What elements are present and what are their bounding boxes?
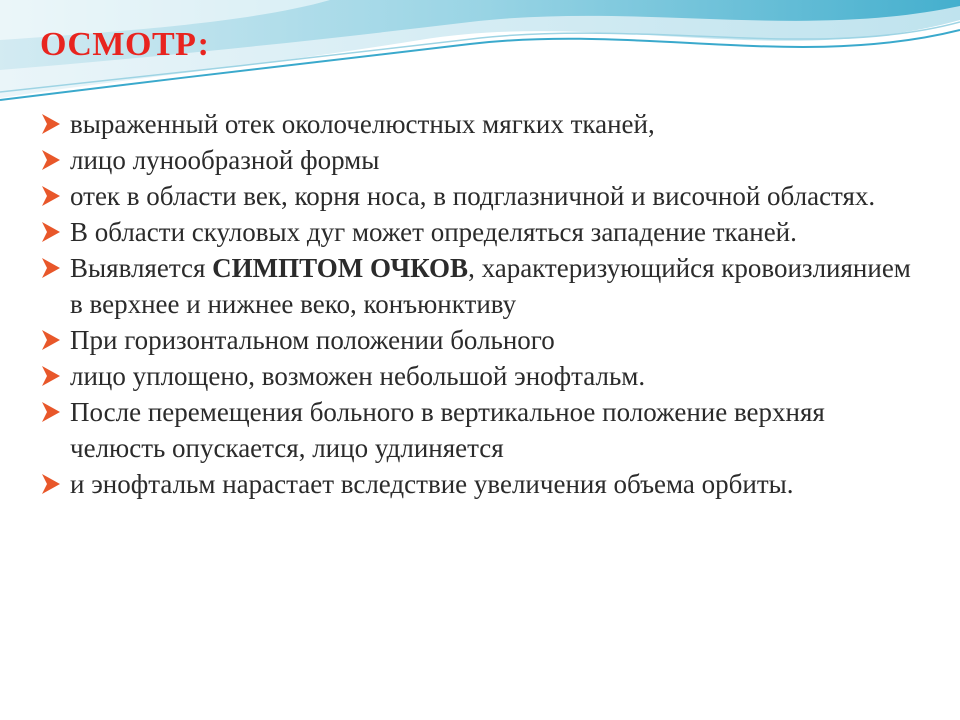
list-item [42,250,922,322]
list-item-text-after: , характеризующийся кровоизлиянием в верхнее и нижнее веко, конъюнктиву [70,253,911,319]
findings-list [42,106,922,502]
list-item-text: После перемещения больного в вертикальное положение верхняя челюсть опускается, лицо удлиняется [70,397,825,463]
list-item-text: лицо лунообразной формы [70,145,380,175]
list-item-text: выраженный отек околочелюстных мягких тканей, [70,109,655,139]
arrowhead-bullet-icon [42,106,70,142]
list-item [42,466,922,502]
list-item-text: отек в области век, корня носа, в подглазничной и височной областях. [70,181,876,211]
arrowhead-bullet-icon [42,142,70,178]
list-item [42,142,922,178]
list-item [42,394,922,466]
list-item [42,106,922,142]
list-item-text: При горизонтальном положении больного [70,325,555,355]
symptom-emphasis: СИМПТОМ ОЧКОВ [212,253,469,283]
arrowhead-bullet-icon [42,394,70,430]
list-item-text: и энофтальм нарастает вследствие увеличения объема орбиты. [70,469,794,499]
page-title: ОСМОТР: [40,26,210,63]
list-item-text: В области скуловых дуг может определяться западение тканей. [70,217,797,247]
arrowhead-bullet-icon [42,358,70,394]
arrowhead-bullet-icon [42,214,70,250]
list-item [42,214,922,250]
arrowhead-bullet-icon [42,466,70,502]
list-item [42,178,922,214]
list-item-text-before: Выявляется [70,253,213,283]
list-item [42,358,922,394]
arrowhead-bullet-icon [42,322,70,358]
arrowhead-bullet-icon [42,178,70,214]
list-item-text [70,250,922,322]
list-item-text: лицо уплощено, возможен небольшой энофтальм. [70,361,646,391]
list-item [42,322,922,358]
arrowhead-bullet-icon [42,250,70,286]
